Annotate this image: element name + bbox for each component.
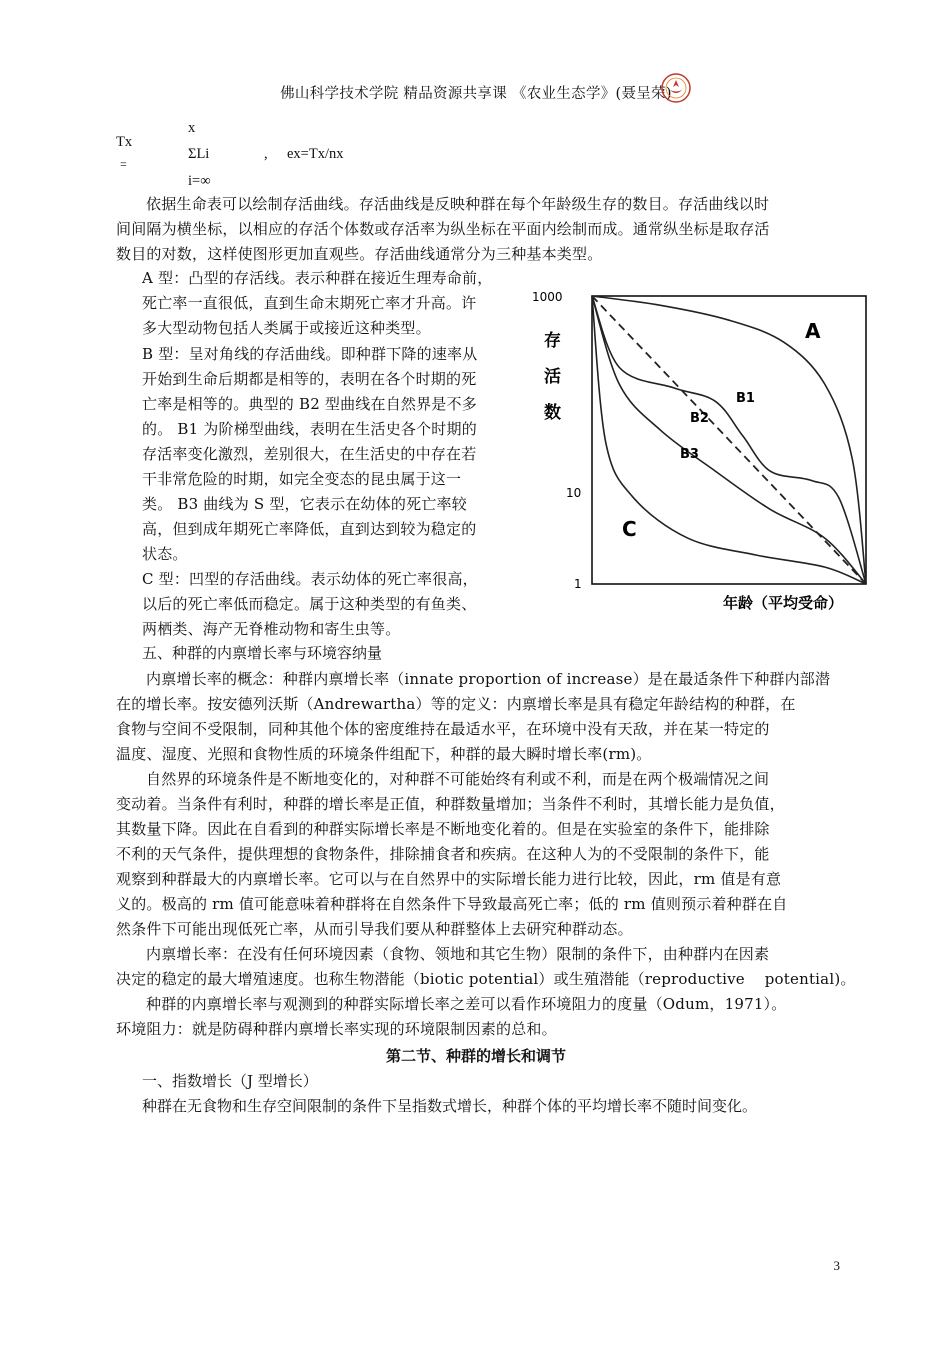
text-line: 变动着。当条件有利时，种群的增长率是正值，种群数量增加；当条件不利时，其增长能力是负值， (116, 795, 785, 813)
text-line: 干非常危险的时期，如完全变态的昆虫属于这一 (142, 470, 462, 488)
type-b-description (142, 342, 512, 567)
environment-resistance-paragraph (116, 992, 836, 1042)
text-line: 义的。极高的 rm 值可能意味着种群将在自然条件下导致最高死亡率；低的 rm 值则预示着种群在自 (116, 895, 788, 913)
x-axis-label: 年龄（平均受命） (723, 594, 844, 612)
text-line: 种群的内禀增长率与观测到的种群实际增长率之差可以看作环境阻力的度量（Odum，1971）。 (146, 995, 787, 1013)
text-line: 高，但到成年期死亡率降低，直到达到较为稳定的 (142, 520, 477, 538)
innate-rate-paragraph (116, 667, 836, 767)
series-label-b2: B2 (690, 411, 709, 426)
y-tick-label-1000: 1000 (532, 290, 563, 304)
text-line: 多大型动物包括人类属于或接近这种类型。 (142, 319, 431, 337)
section-2-title: 第二节、种群的增长和调节 (385, 1047, 566, 1065)
text-line: 以后的死亡率低而稳定。属于这种类型的有鱼类、 (142, 595, 477, 613)
text-line: 决定的稳定的最大增殖速度。也称生物潜能（biotic potential）或生殖潜能（reproductive potential)。 (116, 970, 856, 988)
type-a-description (142, 266, 512, 341)
text-line: C 型：凹型的存活曲线。表示幼体的死亡率很高， (142, 570, 478, 588)
text-line: 类。 B3 曲线为 S 型，它表示在幼体的死亡率较 (142, 495, 467, 513)
text-line: 数目的对数，这样使图形更加直观些。存活曲线通常分为三种基本类型。 (116, 245, 603, 263)
text-line: 内禀增长率的概念：种群内禀增长率（innate proportion of increase）是在最适条件下种群内部潜 (146, 670, 831, 688)
formula-comma: , (264, 146, 268, 162)
text-line: 两栖类、海产无脊椎动物和寄生虫等。 (142, 620, 401, 638)
type-c-description (142, 567, 512, 642)
text-line: 自然界的环境条件是不断地变化的，对种群不可能始终有利或不利，而是在两个极端情况之间 (146, 770, 770, 788)
chart-svg (528, 282, 873, 617)
text-line: 存活率变化激烈，差别很大，在生活史的中存在若 (142, 445, 477, 463)
survival-curve-chart (528, 282, 873, 617)
y-tick-label-1: 1 (574, 577, 582, 591)
text-line: 状态。 (142, 545, 188, 563)
text-line: A 型：凸型的存活线。表示种群在接近生理寿命前， (142, 269, 493, 287)
y-axis-label-char: 活 (544, 367, 561, 387)
series-label-a: A (805, 319, 821, 343)
formula-lower-limit: i=∞ (188, 173, 211, 189)
series-label-c: C (622, 517, 637, 541)
biotic-potential-paragraph (116, 942, 856, 992)
text-line: 亡率是相等的。典型的 B2 型曲线在自然界是不多 (142, 395, 477, 413)
formula-sum: ΣLi (188, 146, 210, 162)
text-line: 内禀增长率：在没有任何环境因素（食物、领地和其它生物）限制的条件下，由种群内在因素 (146, 945, 770, 963)
subsection-1-text: 种群在无食物和生存空间限制的条件下呈指数式增长，种群个体的平均增长率不随时间变化。 (142, 1097, 758, 1115)
text-line: 依据生命表可以绘制存活曲线。存活曲线是反映种群在每个年龄级生存的数目。存活曲线以时 (146, 195, 770, 213)
text-line: 间间隔为横坐标，以相应的存活个体数或存活率为纵坐标在平面内绘制而成。通常纵坐标是取存活 (116, 220, 770, 238)
y-axis-label (544, 330, 561, 423)
text-line: 温度、湿度、光照和食物性质的环境条件组配下，种群的最大瞬时增长率(rm)。 (116, 745, 652, 763)
text-line: 食物与空间不受限制，同种其他个体的密度维持在最适水平，在环境中没有天敌，并在某一特定的 (116, 720, 770, 738)
y-axis-label-char: 存 (544, 331, 561, 351)
text-line: 在的增长率。按安德列沃斯（Andrewartha）等的定义：内禀增长率是具有稳定年龄结构的种群，在 (116, 695, 796, 713)
text-line: 开始到生命后期都是相等的，表明在各个时期的死 (142, 370, 477, 388)
text-line: 不利的天气条件，提供理想的食物条件，排除捕食者和疾病。在这种人为的不受限制的条件下，能 (116, 845, 770, 863)
subsection-1-heading: 一、指数增长（J 型增长） (142, 1072, 318, 1090)
page-number: 3 (833, 1258, 840, 1273)
institution-seal-icon (660, 72, 692, 104)
text-line: 的。 B1 为阶梯型曲线，表明在生活史各个时期的 (142, 420, 477, 438)
text-line: 环境阻力：就是防碍种群内禀增长率实现的环境限制因素的总和。 (116, 1020, 557, 1038)
y-tick-label-10: 10 (566, 486, 582, 500)
series-label-b1: B1 (736, 391, 755, 406)
y-axis-label-char: 数 (544, 403, 561, 423)
text-line: 然条件下可能出现低死亡率，从而引导我们要从种群整体上去研究种群动态。 (116, 920, 633, 938)
text-line: B 型：呈对角线的存活曲线。即种群下降的速率从 (142, 345, 478, 363)
page-header: 佛山科学技术学院 精品资源共享课 《农业生态学》(聂呈荣) (280, 86, 672, 102)
text-line: 死亡率一直很低，直到生命末期死亡率才升高。许 (142, 294, 477, 312)
formula-tx-lhs: Tx (116, 134, 133, 150)
intro-paragraph (116, 192, 836, 267)
formula-ex: ex=Tx/nx (287, 146, 344, 162)
formula-tx-eq: = (120, 157, 127, 171)
section-5-heading: 五、种群的内禀增长率与环境容纳量 (142, 644, 383, 662)
formula-upper-limit: x (188, 120, 196, 136)
text-line: 观察到种群最大的内禀增长率。它可以与在自然界中的实际增长能力进行比较，因此，rm 值是有意 (116, 870, 782, 888)
environment-paragraph (116, 767, 836, 942)
series-label-b3: B3 (680, 447, 699, 462)
text-line: 其数量下降。因此在自看到的种群实际增长率是不断地变化着的。但是在实验室的条件下，能排除 (116, 820, 770, 838)
